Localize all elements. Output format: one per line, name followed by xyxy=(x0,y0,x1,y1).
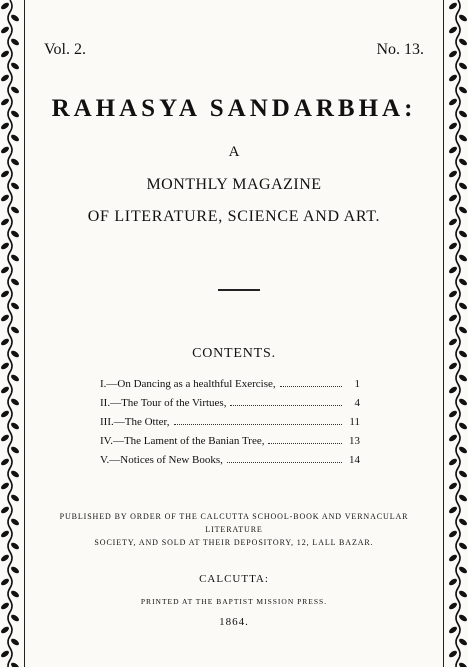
contents-item-title: I.—On Dancing as a healthful Exercise, xyxy=(100,378,276,390)
contents-item-title: III.—The Otter, xyxy=(100,416,170,428)
contents-item-title: IV.—The Lament of the Banian Tree, xyxy=(100,435,265,447)
contents-item-page: 13 xyxy=(349,435,360,447)
subtitle-line-1: MONTHLY MAGAZINE xyxy=(146,176,322,193)
leader-dots xyxy=(268,443,342,444)
contents-list xyxy=(100,375,360,470)
magazine-title: RAHASYA SANDARBHA: xyxy=(51,95,417,122)
contents-item xyxy=(100,432,360,451)
contents-item-title: II.—The Tour of the Virtues, xyxy=(100,397,227,409)
publisher-note xyxy=(58,510,410,549)
publisher-line-2: SOCIETY, AND SOLD AT THEIR DEPOSITORY, 12, LALL BAZAR. xyxy=(94,538,374,547)
contents-item xyxy=(100,451,360,470)
issue-number: No. 13. xyxy=(376,41,424,58)
leader-dots xyxy=(230,405,342,406)
contents-item xyxy=(100,413,360,432)
contents-item xyxy=(100,394,360,413)
contents-heading: CONTENTS. xyxy=(192,346,276,361)
subtitle-line-2: OF LITERATURE, SCIENCE AND ART. xyxy=(87,208,381,225)
contents-item-title: V.—Notices of New Books, xyxy=(100,454,223,466)
contents-item-page: 4 xyxy=(354,397,360,409)
imprint-press: PRINTED AT THE BAPTIST MISSION PRESS. xyxy=(140,597,328,606)
issue-header xyxy=(44,41,424,59)
contents-item-page: 14 xyxy=(349,454,360,466)
leader-dots xyxy=(227,462,342,463)
publisher-line-1: PUBLISHED BY ORDER OF THE CALCUTTA SCHOOL-BOOK AND VERNACULAR LITERATURE xyxy=(59,512,409,534)
imprint-year: 1864. xyxy=(219,616,249,628)
leader-dots xyxy=(280,386,342,387)
imprint-city: CALCUTTA: xyxy=(199,573,269,585)
subtitle-article: A xyxy=(228,144,240,160)
volume-label: Vol. 2. xyxy=(44,41,86,58)
contents-item xyxy=(100,375,360,394)
section-divider xyxy=(218,289,260,291)
contents-item-page: 1 xyxy=(354,378,360,390)
leader-dots xyxy=(174,424,342,425)
contents-item-page: 11 xyxy=(349,416,360,428)
